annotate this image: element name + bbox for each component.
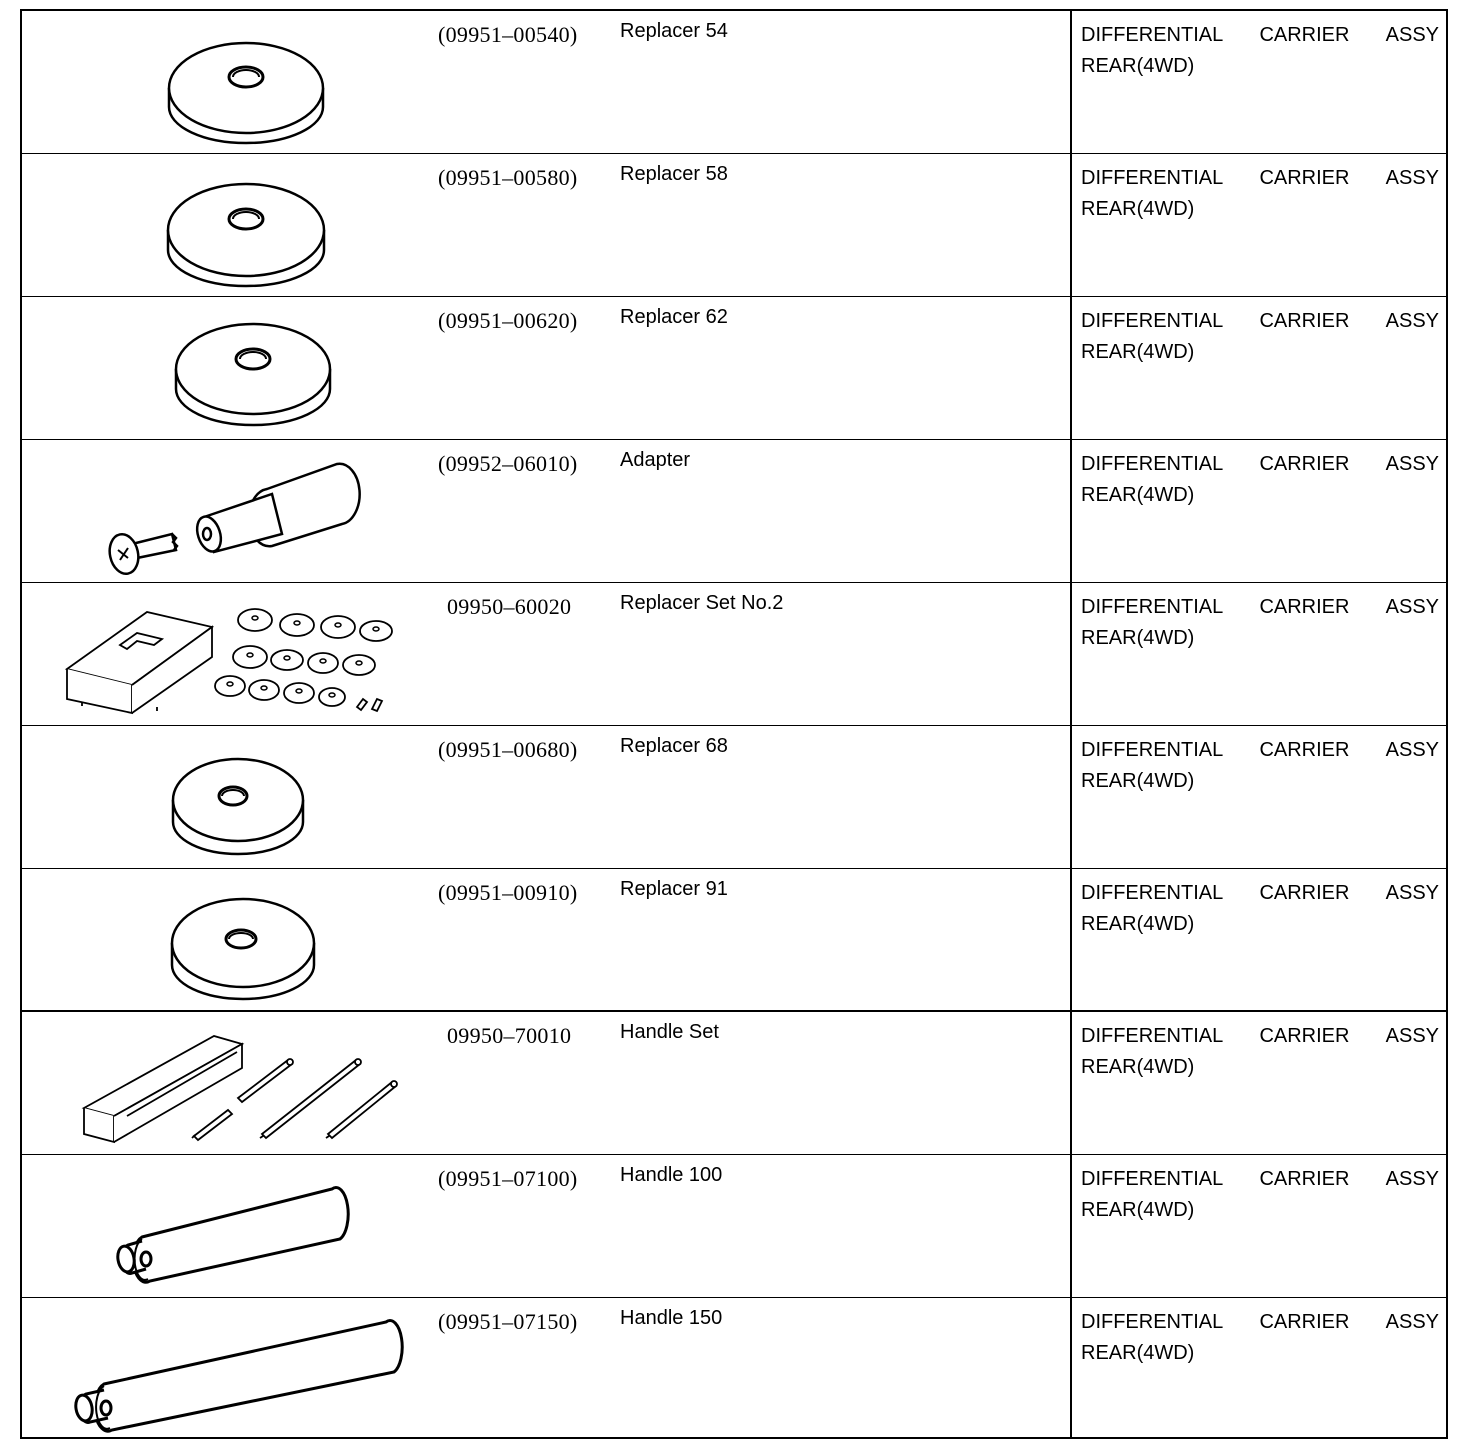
part-number: (09952–06010) [438, 451, 578, 476]
usage-text [1081, 306, 1439, 368]
table-row [22, 1298, 1446, 1439]
usage-word: ASSY [1385, 453, 1439, 475]
tool-name: Handle 150 [620, 1307, 723, 1329]
column-divider [1070, 1298, 1072, 1439]
usage-text [1081, 163, 1439, 225]
replacer-set-icon [42, 587, 422, 722]
column-divider [1070, 869, 1072, 1010]
usage-word: CARRIER [1259, 739, 1350, 761]
table-row [22, 869, 1446, 1012]
usage-word: REAR(4WD) [1081, 484, 1195, 506]
replacer-disc-icon [42, 301, 422, 436]
usage-word: CARRIER [1259, 596, 1350, 618]
part-number: (09951–00680) [438, 737, 578, 762]
usage-word: DIFFERENTIAL [1081, 310, 1224, 332]
part-number: (09951–07100) [438, 1166, 578, 1191]
usage-word: DIFFERENTIAL [1081, 1025, 1224, 1047]
usage-word: DIFFERENTIAL [1081, 453, 1224, 475]
replacer-disc-icon [42, 873, 422, 1008]
usage-text [1081, 20, 1439, 82]
usage-word: ASSY [1385, 167, 1439, 189]
usage-word: REAR(4WD) [1081, 1199, 1195, 1221]
usage-word: CARRIER [1259, 1168, 1350, 1190]
usage-word: ASSY [1385, 1168, 1439, 1190]
usage-word: DIFFERENTIAL [1081, 1168, 1224, 1190]
usage-word: CARRIER [1259, 1311, 1350, 1333]
usage-word: CARRIER [1259, 167, 1350, 189]
column-divider [1070, 1012, 1072, 1154]
table-row [22, 440, 1446, 583]
usage-word: CARRIER [1259, 882, 1350, 904]
column-divider [1070, 440, 1072, 582]
table-row [22, 583, 1446, 726]
table-row [22, 726, 1446, 869]
usage-word: DIFFERENTIAL [1081, 596, 1224, 618]
usage-word: ASSY [1385, 882, 1439, 904]
usage-word: DIFFERENTIAL [1081, 882, 1224, 904]
usage-word: ASSY [1385, 739, 1439, 761]
usage-word: CARRIER [1259, 1025, 1350, 1047]
table-row [22, 1155, 1446, 1298]
column-divider [1070, 297, 1072, 439]
usage-word: ASSY [1385, 24, 1439, 46]
tool-name: Replacer 91 [620, 878, 728, 900]
table-row [22, 154, 1446, 297]
adapter-icon [42, 444, 422, 579]
table-row [22, 11, 1446, 154]
column-divider [1070, 1155, 1072, 1297]
usage-word: DIFFERENTIAL [1081, 167, 1224, 189]
tool-name: Handle 100 [620, 1164, 723, 1186]
column-divider [1070, 583, 1072, 725]
usage-text [1081, 592, 1439, 654]
usage-word: REAR(4WD) [1081, 1342, 1195, 1364]
usage-word: DIFFERENTIAL [1081, 739, 1224, 761]
replacer-disc-icon [42, 730, 422, 865]
replacer-disc-icon [42, 158, 422, 293]
usage-word: CARRIER [1259, 453, 1350, 475]
tool-name: Replacer 54 [620, 20, 728, 42]
usage-word: ASSY [1385, 1025, 1439, 1047]
table-row [22, 1012, 1446, 1155]
usage-word: ASSY [1385, 310, 1439, 332]
usage-text [1081, 1021, 1439, 1083]
part-number: (09951–00580) [438, 165, 578, 190]
usage-word: DIFFERENTIAL [1081, 24, 1224, 46]
sst-table [20, 9, 1448, 1439]
handle-set-icon [42, 1016, 422, 1151]
part-number: (09951–00540) [438, 22, 578, 47]
part-number: (09951–07150) [438, 1309, 578, 1334]
tool-name: Replacer 58 [620, 163, 728, 185]
usage-word: ASSY [1385, 1311, 1439, 1333]
usage-word: REAR(4WD) [1081, 627, 1195, 649]
usage-word: REAR(4WD) [1081, 913, 1195, 935]
column-divider [1070, 11, 1072, 153]
usage-text [1081, 449, 1439, 511]
tool-name: Replacer 68 [620, 735, 728, 757]
usage-word: REAR(4WD) [1081, 341, 1195, 363]
usage-text [1081, 878, 1439, 940]
handle-icon [42, 1302, 422, 1437]
usage-word: CARRIER [1259, 310, 1350, 332]
column-divider [1070, 726, 1072, 868]
part-number: 09950–70010 [447, 1023, 572, 1048]
tool-name: Replacer Set No.2 [620, 592, 784, 614]
usage-word: REAR(4WD) [1081, 55, 1195, 77]
part-number: (09951–00910) [438, 880, 578, 905]
replacer-disc-icon [42, 15, 422, 150]
handle-icon [42, 1159, 422, 1294]
usage-word: CARRIER [1259, 24, 1350, 46]
usage-word: REAR(4WD) [1081, 1056, 1195, 1078]
usage-text [1081, 1164, 1439, 1226]
usage-word: DIFFERENTIAL [1081, 1311, 1224, 1333]
usage-word: ASSY [1385, 596, 1439, 618]
tool-name: Adapter [620, 449, 691, 471]
column-divider [1070, 154, 1072, 296]
table-row [22, 297, 1446, 440]
usage-text [1081, 735, 1439, 797]
part-number: 09950–60020 [447, 594, 572, 619]
usage-word: REAR(4WD) [1081, 198, 1195, 220]
tool-name: Replacer 62 [620, 306, 728, 328]
usage-word: REAR(4WD) [1081, 770, 1195, 792]
part-number: (09951–00620) [438, 308, 578, 333]
usage-text [1081, 1307, 1439, 1369]
tool-name: Handle Set [620, 1021, 719, 1043]
